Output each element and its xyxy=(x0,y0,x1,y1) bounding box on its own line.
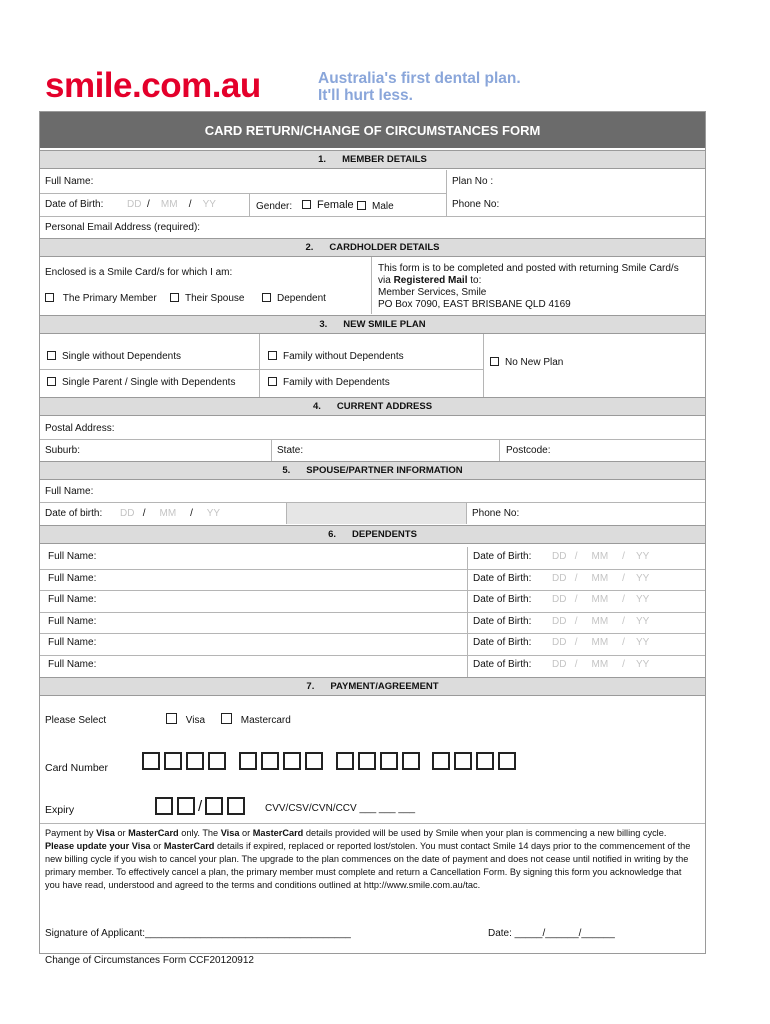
member-dob-field[interactable]: DD / MM / YY xyxy=(127,199,216,210)
dependent-full-name-label: Full Name: xyxy=(48,594,97,606)
female-checkbox[interactable] xyxy=(302,200,311,209)
plan-family-option[interactable]: Family without Dependents xyxy=(268,351,404,362)
section-number: 5. xyxy=(282,465,291,476)
tagline xyxy=(318,70,521,104)
section-new-smile-plan xyxy=(40,315,705,334)
spouse-phone-label: Phone No: xyxy=(472,508,520,519)
mastercard-option[interactable]: Mastercard xyxy=(221,713,291,726)
visa-checkbox[interactable] xyxy=(166,713,177,724)
primary-member-checkbox[interactable] xyxy=(45,293,54,302)
dependent-dob-field[interactable]: DD / MM / YY xyxy=(552,659,650,670)
expiry-label: Expiry xyxy=(45,804,75,816)
gender-label: Gender: xyxy=(256,201,293,212)
section-current-address xyxy=(40,397,705,416)
plan-no-label: Plan No : xyxy=(452,176,494,187)
plan-single-parent-checkbox[interactable] xyxy=(47,377,56,386)
section-label: PAYMENT/AGREEMENT xyxy=(330,681,439,692)
dependent-dob-label: Date of Birth: xyxy=(473,637,532,649)
terms-paragraph: Payment by Visa or MasterCard only. The Visa or MasterCard details provided will be used by Smile when your plan is commencing a new billing cycle. Please update your Visa or MasterCard details if expired, replaced or reported lost/stolen. You must contact Smile 14 days prior to the commencement of the new billing cycle if you wish to cancel your plan. The upgrade to the plan commences on the date of payment and does not cease until notified in writing by the primary member. To effectively cancel a plan, the primary member must complete and return a Cancellation Form. By signing this form you acknowledge that you have read, understood and agreed to the terms and conditions outlined at http://www.smile.com.au/tac. xyxy=(45,828,691,890)
male-checkbox[interactable] xyxy=(357,201,366,210)
section-label: DEPENDENTS xyxy=(352,529,417,540)
plan-family-checkbox[interactable] xyxy=(268,351,277,360)
cvv-field[interactable]: CVV/CSV/CVN/CCV ___ ___ ___ xyxy=(265,803,416,814)
dependent-dob-field[interactable]: DD / MM / YY xyxy=(552,594,650,606)
member-full-name-label: Full Name: xyxy=(45,176,94,187)
plan-single-option[interactable]: Single without Dependents xyxy=(47,351,181,362)
section-number: 6. xyxy=(328,529,336,540)
spouse-checkbox[interactable] xyxy=(170,293,179,302)
dependent-full-name-label: Full Name: xyxy=(48,551,97,562)
dependent-full-name-label: Full Name: xyxy=(48,572,97,584)
section-number: 2. xyxy=(305,242,314,253)
dependent-dob-label: Date of Birth: xyxy=(473,572,532,584)
section-dependents xyxy=(40,525,705,544)
section-label: CARDHOLDER DETAILS xyxy=(329,242,440,253)
dependent-dob-label: Date of Birth: xyxy=(473,551,532,562)
section-number: 3. xyxy=(319,319,328,330)
dependent-full-name-label: Full Name: xyxy=(48,637,97,649)
member-phone-label: Phone No: xyxy=(452,199,500,210)
plan-family-dep-checkbox[interactable] xyxy=(268,377,277,386)
section-label: SPOUSE/PARTNER INFORMATION xyxy=(306,465,463,476)
section-number: 1. xyxy=(318,154,327,165)
dependent-dob-field[interactable]: DD / MM / YY xyxy=(552,551,650,562)
primary-member-option[interactable]: The Primary Member xyxy=(45,293,157,304)
dependent-dob-label: Date of Birth: xyxy=(473,659,532,670)
section-label: NEW SMILE PLAN xyxy=(343,319,426,330)
state-label: State: xyxy=(277,445,304,456)
card-number-boxes[interactable] xyxy=(142,752,520,773)
dependent-dob-field[interactable]: DD / MM / YY xyxy=(552,615,650,627)
dependent-full-name-label: Full Name: xyxy=(48,659,97,670)
form-title: CARD RETURN/CHANGE OF CIRCUMSTANCES FORM xyxy=(40,112,705,148)
member-dob-label: Date of Birth: xyxy=(45,199,104,210)
plan-none-checkbox[interactable] xyxy=(490,357,499,366)
card-number-label: Card Number xyxy=(45,762,109,774)
spouse-shaded-cell xyxy=(286,503,466,524)
section-payment xyxy=(40,677,705,696)
section-label: MEMBER DETAILS xyxy=(342,154,427,165)
section-number: 4. xyxy=(312,401,321,412)
section-member-details xyxy=(40,150,705,169)
email-label: Personal Email Address (required): xyxy=(45,222,201,233)
dependent-full-name-label: Full Name: xyxy=(48,615,97,627)
smile-logo: smile.com.au xyxy=(45,66,261,105)
suburb-label: Suburb: xyxy=(45,445,81,456)
dependent-dob-field[interactable]: DD / MM / YY xyxy=(552,637,650,649)
spouse-dob-field[interactable]: DD / MM / YY xyxy=(120,508,221,519)
enclosed-label: Enclosed is a Smile Card/s for which I am: xyxy=(45,267,233,278)
dependent-dob-label: Date of Birth: xyxy=(473,615,532,627)
plan-single-parent-option[interactable]: Single Parent / Single with Dependents xyxy=(47,377,235,388)
postcode-label: Postcode: xyxy=(506,445,551,456)
tagline-line-1: Australia's first dental plan. xyxy=(318,70,521,87)
section-cardholder-details xyxy=(40,238,705,257)
mailing-instructions: This form is to be completed and posted with returning Smile Card/s via Registered Mail to: Member Services, Smile PO Box 7090, EAST BRISBANE QLD 4169 xyxy=(378,263,679,310)
please-select-label: Please Select xyxy=(45,715,107,726)
gender-female-option[interactable]: Female xyxy=(302,199,354,211)
section-label: CURRENT ADDRESS xyxy=(336,401,433,412)
postal-address-label: Postal Address: xyxy=(45,423,115,434)
tagline-line-2: It'll hurt less. xyxy=(318,87,413,104)
visa-option[interactable]: Visa xyxy=(166,713,205,726)
dependent-checkbox[interactable] xyxy=(262,293,271,302)
dependent-option[interactable]: Dependent xyxy=(262,293,326,304)
section-spouse-info xyxy=(40,461,705,480)
gender-male-option[interactable]: Male xyxy=(357,201,394,212)
dependent-dob-label: Date of Birth: xyxy=(473,594,532,606)
form-footer: Change of Circumstances Form CCF20120912 xyxy=(45,955,254,966)
signature-field[interactable]: Signature of Applicant:_____________________________________ xyxy=(45,928,351,939)
section-number: 7. xyxy=(306,681,315,692)
expiry-boxes[interactable]: / xyxy=(155,797,249,815)
dependent-dob-field[interactable]: DD / MM / YY xyxy=(552,572,650,584)
plan-none-option[interactable]: No New Plan xyxy=(490,357,563,368)
plan-family-dep-option[interactable]: Family with Dependents xyxy=(268,377,390,388)
date-field[interactable]: Date: _____/______/______ xyxy=(488,928,615,939)
mastercard-checkbox[interactable] xyxy=(221,713,232,724)
spouse-option[interactable]: Their Spouse xyxy=(170,293,244,304)
spouse-dob-label: Date of birth: xyxy=(45,508,103,519)
plan-single-checkbox[interactable] xyxy=(47,351,56,360)
spouse-full-name-label: Full Name: xyxy=(45,486,94,497)
